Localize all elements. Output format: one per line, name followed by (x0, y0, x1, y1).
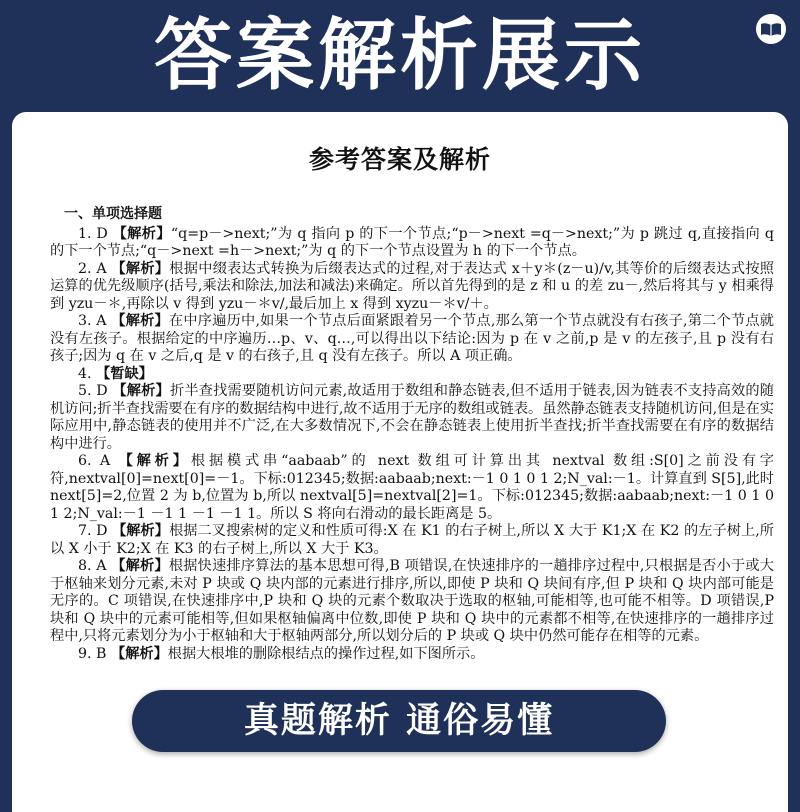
answer-tag: 【解析】 (111, 645, 168, 662)
answer-text: 在中序遍历中,如果一个节点后面紧跟着另一个节点,那么第一个节点就没有右孩子,第二个节点就没有左孩子。根据给定的中序遍历…p、v、q…,可以得出以下结论:因为 p 在 v 之前,p 是 v 的左孩子,且 p 没有右孩子;因为 q 在 v 之后,q 是 v 的右孩子,且 q 没有左孩子。所以 A 项正确。 (50, 313, 774, 364)
answer-number: 2. A (78, 260, 107, 277)
answer-item (50, 383, 774, 453)
answer-text: 根据中缀表达式转换为后缀表达式的过程,对于表达式 x＋y＊(z－u)/v,其等价的后缀表达式按照运算的优先级顺序(括号,乘法和除法,加法和减法)来确定。所以首先得到的是 z 和 u 的差 zu－,然后将其与 y 相乘得到 yzu－＊,再除以 v 得到 yzu－＊v/,最后加上 x 得到 xyzu－＊v/＋。 (50, 260, 774, 312)
answer-number: 9. B (78, 645, 107, 662)
section-heading: 一、单项选择题 (64, 206, 162, 222)
answer-text: 根据大根堆的删除根结点的操作过程,如下图所示。 (167, 645, 485, 662)
answer-list (50, 226, 774, 664)
answer-tag: 【解析】 (111, 313, 169, 329)
answer-text: “q=p－>next;”为 q 指向 p 的下一个节点;“p－>next =q－>next;”为 p 跳过 q,直接指向 q 的下一个节点;“q－>next =h－>next;”为 q 的下一个节点设置为 h 的下一个节点。 (50, 225, 774, 259)
answer-item (50, 261, 774, 314)
answer-tag: 【解析】 (118, 453, 191, 469)
answer-number: 5. D (78, 383, 108, 399)
answer-number: 6. A (78, 453, 111, 469)
open-book-icon (756, 14, 786, 44)
answer-item (50, 523, 774, 558)
answer-item (50, 313, 774, 366)
answer-number: 7. D (78, 523, 108, 539)
answer-tag: 【解析】 (111, 558, 169, 574)
answer-text: 折半查找需要随机访问元素,故适用于数组和静态链表,但不适用于链表,因为链表不支持高效的随机访问;折半查找需要在有序的数据结构中进行,故不适用于无序的数组或链表。虽然静态链表支持随机访问,但是在实际应用中,静态链表的使用并不广泛,在大多数情况下,不会在静态链表上使用折半查找;折半查找需要在有序的数据结构中进行。 (50, 383, 774, 452)
answer-number: 3. A (78, 313, 107, 329)
answer-text: 根据模式串“aabaab”的 next 数组可计算出其 nextval 数组:S[0]之前没有字符,nextval[0]=next[0]=－1。下标:012345;数据:aabaab;next:－1 0 1 0 1 2;N_val:－1。计算直到 S[5],此时 next[5]=2,位置 2 为 b,位置为 b,所以 nextval[5]=nextval[2]=1。下标:012345;数据:aabaab;next:－1 0 1 0 1 2;N_val:－1 －1 1 －1 －1 1。所以 S 将向右滑动的最长距离是 5。 (50, 453, 774, 522)
answer-item (50, 453, 774, 523)
document-title: 参考答案及解析 (308, 145, 491, 174)
answer-item (50, 558, 774, 646)
answer-number: 1. D (78, 225, 108, 242)
answer-tag: 【暂缺】 (96, 365, 153, 382)
answer-item (50, 366, 774, 384)
answer-item (50, 646, 774, 664)
answer-tag: 【解析】 (111, 260, 170, 277)
answer-body (50, 206, 774, 663)
answer-number: 8. A (78, 558, 107, 574)
answer-tag: 【解析】 (112, 523, 170, 539)
answer-number: 4. (78, 365, 92, 382)
answer-tag: 【解析】 (112, 383, 170, 399)
answer-text: 根据二叉搜索树的定义和性质可得:X 在 K1 的右子树上,所以 X 大于 K1;X 在 K2 的左子树上,所以 X 小于 K2;X 在 K3 的右子树上,所以 X 大于 K3。 (50, 523, 774, 557)
banner-title: 答案解析展示 (153, 11, 646, 101)
slogan-banner: 真题解析 通俗易懂 (132, 690, 666, 752)
answer-tag: 【解析】 (112, 225, 171, 242)
answer-item (50, 226, 774, 261)
answer-text: 根据快速排序算法的基本思想可得,B 项错误,在快速排序的一趟排序过程中,只根据是否小于或大于枢轴来划分元素,未对 P 块或 Q 块内部的元素进行排序,所以,即使 P 块和 Q 块间有序,但 P 块和 Q 块内部可能是无序的。C 项错误,在快速排序中,P 块和 Q 块的元素个数取决于选取的枢轴,可能相等,也可能不相等。D 项错误,P 块和 Q 块中的元素可能相等,但如果枢轴偏离中位数,即使 P 块和 Q 块中的元素都不相等,在快速排序的一趟排序过程中,只将元素划分为小于枢轴和大于枢轴两部分,所以划分后的 P 块或 Q 块中仍然可能存在相等的元素。 (50, 558, 774, 644)
